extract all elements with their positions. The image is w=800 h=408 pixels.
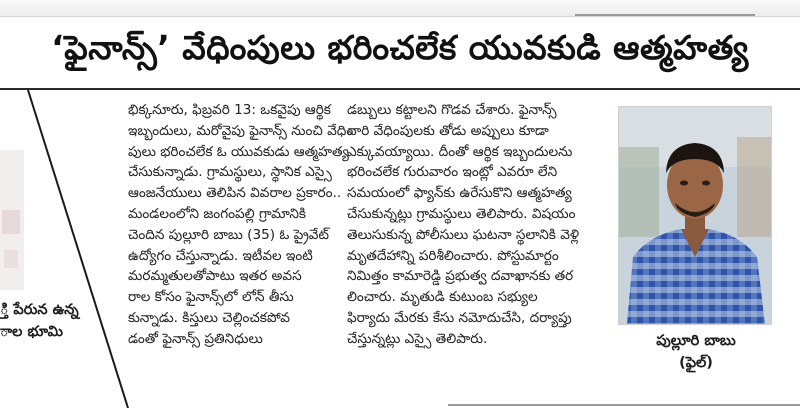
headline: ‘ఫైనాన్స్‌’ వేధింపులు భరించలేక యువకుడి ఆత్మహత్య xyxy=(51,28,749,67)
portrait-illustration xyxy=(619,107,771,324)
photo-caption-note: (ఫైల్‌) xyxy=(679,355,713,371)
photo-caption xyxy=(620,330,772,374)
adjacent-article-fragment xyxy=(0,90,130,408)
article-line: పులు భరించలేక ఓ యువకుడు ఆత్మహత్య xyxy=(128,143,349,160)
side-fragment-line-2: ాల భూమి xyxy=(0,324,63,340)
portrait-photo xyxy=(618,106,772,325)
article-line: చెందిన పుల్లూరి బాబు (35) ఓ ప్రైవేట్‌ xyxy=(128,226,329,243)
top-rule-line xyxy=(575,14,755,16)
article-line: ఆంజనేయులు తెలిపిన వివరాల ప్రకారం.. xyxy=(128,185,342,202)
article-line: చేసుకున్నట్లు గ్రామస్థులు తెలిపారు. విషయం xyxy=(347,205,576,222)
article-line: సమయంలో ఫ్యాన్‌కు ఉరేసుకొని ఆత్మహత్య xyxy=(347,185,572,202)
bottom-rule xyxy=(448,404,800,406)
article-line: డబ్బులు కట్టాలని గొడవ చేశారు. ఫైనాన్స్‌ xyxy=(347,102,557,118)
article-line: ఉద్యోగం చేస్తున్నాడు. ఇటీవల ఇంటి xyxy=(128,247,313,264)
article-line: చేస్తున్నట్లు ఎస్సై తెలిపారు. xyxy=(347,330,488,347)
article-line: తెలుసుకున్న పోలీసులు ఘటనా స్థలానికి వెళ్లి xyxy=(347,226,580,243)
article-line: ఇబ్బందులు, మరోవైపు ఫైనాన్స్‌ నుంచి వేధిం xyxy=(128,122,354,139)
article-line: డంతో ఫైనాన్స్‌ ప్రతినిధులు xyxy=(128,330,263,347)
article-line: ఫిర్యాదు మేరకు కేసు నమోదుచేసి, దర్యాప్తు xyxy=(347,309,572,326)
article-line: లించారు. మృతుడి కుటుంబ సభ్యుల xyxy=(347,289,538,306)
article-line: చేసుకున్నాడు. గ్రామస్థులు, స్థానిక ఎస్సై xyxy=(128,164,332,181)
article-column-2 xyxy=(347,100,609,350)
article-column-1 xyxy=(128,100,354,350)
article-line: భిక్కనూరు, ఫిబ్రవరి 13: ఒకవైపు ఆర్థిక xyxy=(128,102,331,118)
article-line: భరించలేక గురువారం ఇంట్లో ఎవరూ లేని xyxy=(347,164,558,181)
article-line: ఎక్కువయ్యాయి. దీంతో ఆర్థిక ఇబ్బందులను xyxy=(347,143,573,160)
article-line: మండలంలోని జంగంపల్లి గ్రామానికి xyxy=(128,205,307,222)
top-rule xyxy=(0,0,800,17)
article-line: మృతదేహాన్ని పరిశీలించారు. పోస్టుమార్టం xyxy=(347,247,559,264)
article-line: మరమ్మతులతోపాటు ఇతర అవస xyxy=(128,268,302,285)
article-line: నిమిత్తం కామారెడ్డి ప్రభుత్వ దవాఖానకు తర xyxy=(347,268,574,285)
article-line: కున్నాడు. కిస్తులు చెల్లించకపోవ xyxy=(128,309,290,326)
article-line: రాల కోసం ఫైనాన్స్‌లో లోన్‌ తీసు xyxy=(128,289,294,306)
photo-caption-name: పుల్లూరి బాబు xyxy=(656,333,736,349)
article-line: వారి వేధింపులకు తోడు అప్పులు కూడా xyxy=(347,122,549,139)
side-fragment-line-1: ్తి పేరున ఉన్న xyxy=(0,302,79,318)
adjacent-article-graphic xyxy=(0,90,130,408)
